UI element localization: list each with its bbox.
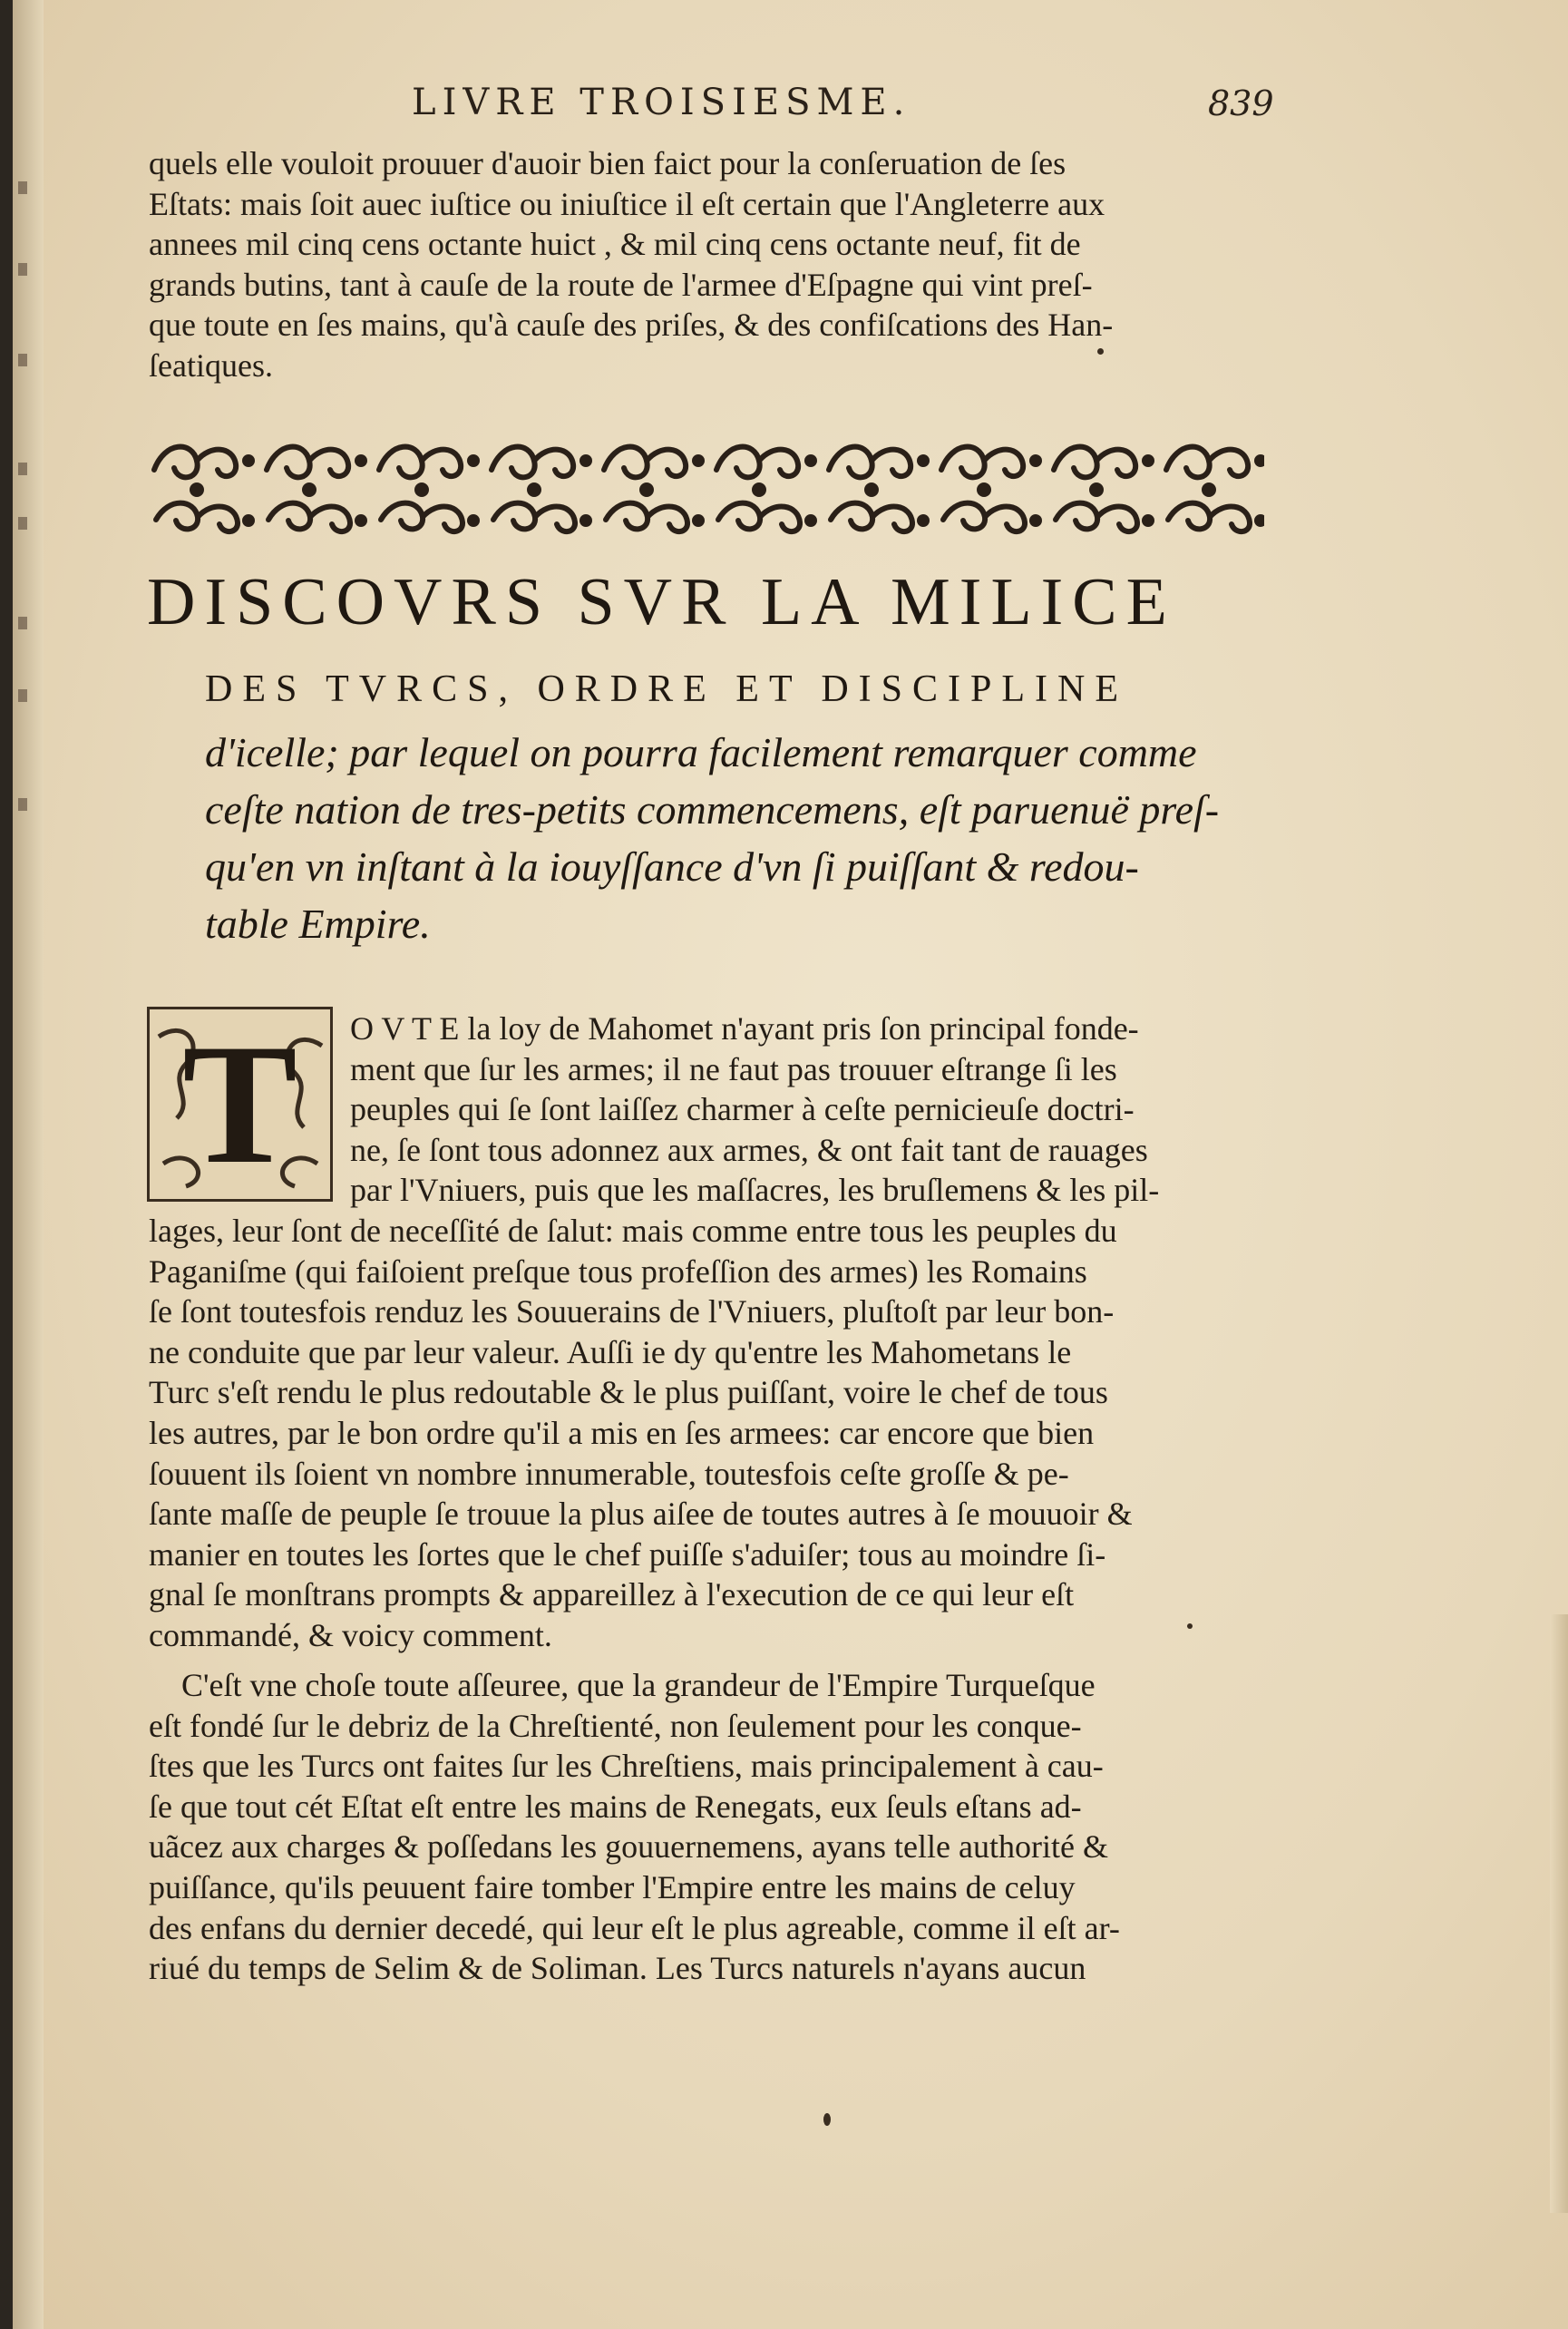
text-line: annees mil cinq cens octante huict , & mil cinq cens octante neuf, fit de [149,226,1081,263]
page-number: 839 [1208,83,1274,123]
ornamental-band [147,434,1264,544]
text-line: quels elle vouloit prouuer d'auoir bien faict pour la conſeruation de ſes [149,145,1066,181]
text-line: C'eſt vne choſe toute aſſeuree, que la grandeur de l'Empire Turqueſque [181,1667,1096,1703]
text-line: ſeatiques. [149,346,273,384]
initial-letter: T [182,1009,297,1200]
ink-fleck [823,2113,831,2126]
text-line: ne conduite que par leur valeur. Auſſi ie dy qu'entre les Mahometans le [149,1333,1072,1370]
text-line: Eſtats: mais ſoit auec iuſtice ou iniuſtice il eſt certain que l'Angleterre aux [149,185,1105,222]
text-line: puiſſance, qu'ils peuuent faire tomber l'Empire entre les mains de celuy [149,1868,1076,1905]
margin-mark [18,463,27,475]
text-line: ſouuent ils ſoient vn nombre innumerable, toutesfois ceſte groſſe & pe- [149,1455,1069,1492]
margin-mark [18,617,27,629]
text-line: grands butins, tant à cauſe de la route de l'armee d'Eſpagne qui vint preſ- [149,266,1093,303]
margin-mark [18,181,27,194]
text-line: ſante maſſe de peuple ſe trouue la plus aiſee de toutes autres à ſe mouuoir & [149,1496,1133,1533]
ink-fleck [1097,348,1104,355]
text-line: que toute en ſes mains, qu'à cauſe des priſes, & des confiſcations des Han- [149,307,1114,344]
text-line: ſe ſont toutesfois renduz les Souuerains de l'Vniuers, pluſtoſt par leur bon- [149,1293,1115,1330]
text-line: lages, leur ſont de neceſſité de ſalut: mais comme entre tous les peuples du [149,1212,1117,1249]
margin-mark [18,263,27,276]
text-line: riué du temps de Selim & de Soliman. Les Turcs naturels n'ayans aucun [149,1950,1086,1987]
text-line: commandé, & voicy comment. [149,1616,552,1653]
intro-paragraph [149,143,1255,386]
text-line: uãcez aux charges & poſſedans les gouuernemens, ayans telle authorité & [149,1828,1108,1866]
text-line: eſt fondé ſur le debriz de la Chreſtienté, non ſeulement pour les conque- [149,1707,1082,1744]
binding-gutter [13,0,44,2329]
subtitle-line: table Empire. [205,901,431,947]
text-line: des enfans du dernier decedé, qui leur eſt le plus agreable, comme il eſt ar- [149,1909,1120,1946]
subtitle-line: d'icelle; par lequel on pourra facilement remarquer comme [205,729,1197,775]
margin-mark [18,798,27,811]
text-line: Paganiſme (qui faiſoient preſque tous profeſſion des armes) les Romains [149,1252,1087,1290]
text-line: Turc s'eſt rendu le plus redoutable & le plus puiſſant, voire le chef de tous [149,1374,1108,1411]
subtitle-line: ceſte nation de tres-petits commencemens, eſt paruenuë preſ- [205,786,1220,833]
text-line: peuples qui ſe ſont laiſſez charmer à ceſte pernicieuſe doctri- [350,1091,1135,1128]
subtitle-line: qu'en vn inſtant à la iouyſſance d'vn ſi puiſſant & redou- [205,843,1139,890]
running-head: LIVRE TROISIESME. [412,82,911,123]
ink-fleck [1187,1623,1193,1629]
text-line: ment que ſur les armes; il ne faut pas trouuer eſtrange ſi les [350,1050,1117,1087]
text-line: ſtes que les Turcs ont faites ſur les Chreſtiens, mais principalement à cau- [149,1748,1104,1785]
page-edge [1550,1614,1568,2213]
body-paragraph-1 [149,1009,1255,1656]
text-line: manier en toutes les ſortes que le chef puiſſe s'aduiſer; tous au moindre ſi- [149,1535,1106,1573]
text-line: gnal ſe monſtrans prompts & appareillez à l'execution de ce qui leur eſt [149,1576,1075,1613]
chapter-title: DISCOVRS SVR LA MILICE [147,565,1176,639]
text-line: O V T E la loy de Mahomet n'ayant pris ſon principal fonde- [350,1010,1139,1047]
chapter-subtitle: DES TVRCS, ORDRE ET DISCIPLINE [205,668,1129,710]
text-line: ne, ſe ſont tous adonnez aux armes, & ont fait tant de rauages [350,1131,1148,1168]
margin-mark [18,354,27,366]
text-line: par l'Vniuers, puis que les maſſacres, les bruſlemens & les pil- [350,1172,1160,1209]
chapter-subtitle-italic [205,724,1266,952]
margin-mark [18,689,27,702]
text-line: les autres, par le bon ordre qu'il a mis en ſes armees: car encore que bien [149,1414,1095,1451]
body-paragraph-2 [149,1665,1255,1989]
book-page [13,0,1568,2329]
margin-mark [18,517,27,530]
text-line: ſe que tout cét Eſtat eſt entre les mains de Renegats, eux ſeuls eſtans ad- [149,1788,1082,1825]
